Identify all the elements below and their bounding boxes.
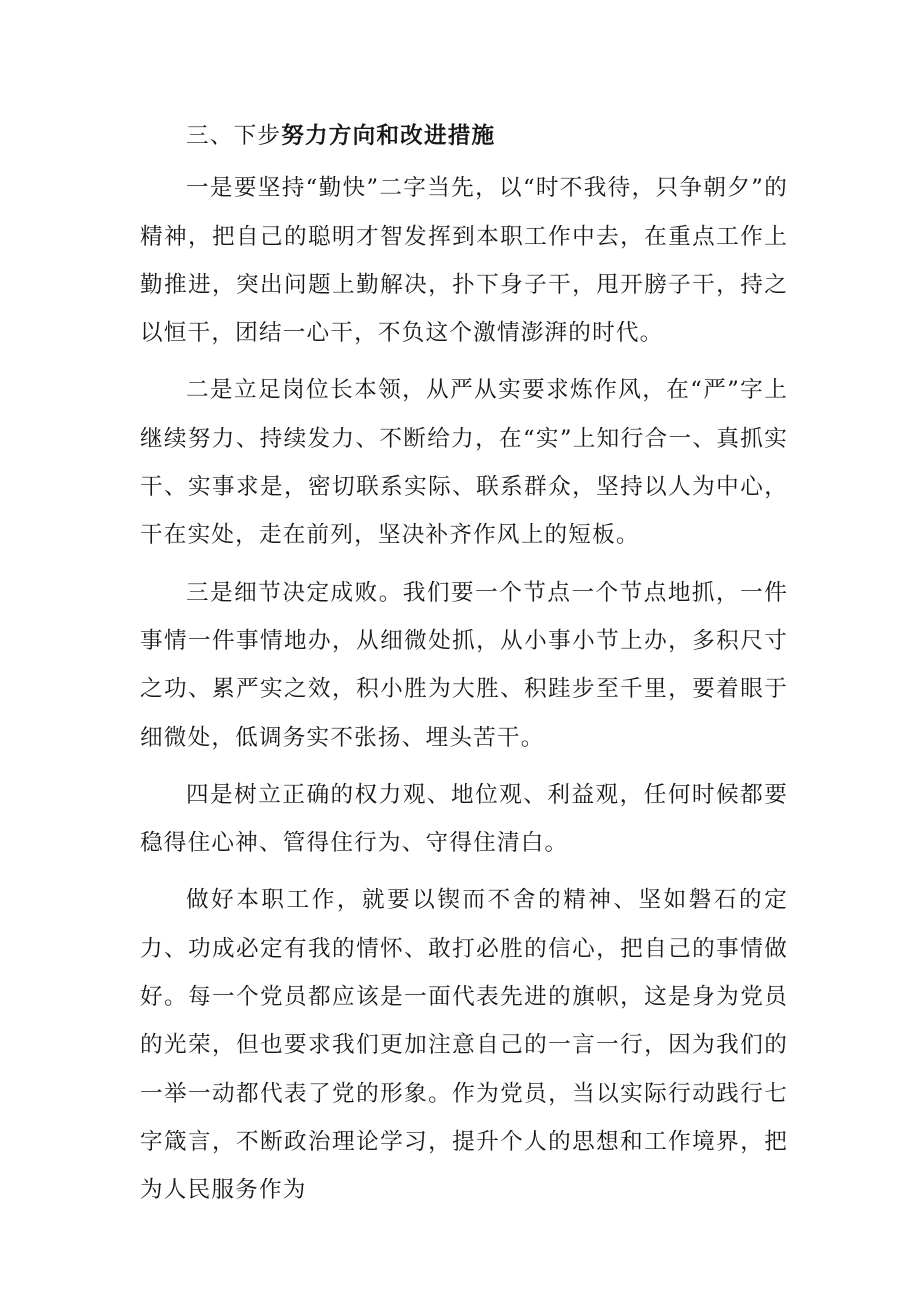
section-heading-prefix: 三、下步	[186, 123, 282, 149]
paragraph-measure-2: 二是立足岗位长本领，从严从实要求炼作风，在“严”字上继续努力、持续发力、不断给力，在“实”上知行合一、真抓实干、实事求是，密切联系实际、联系群众，坚持以人为中心，干在实处，走在前列，坚决补齐作风上的短板。	[140, 377, 788, 549]
paragraph-measure-1: 一是要坚持“勤快”二字当先，以“时不我待，只争朝夕”的精神，把自己的聪明才智发挥到本职工作中去，在重点工作上勤推进，突出问题上勤解决，扑下身子干，甩开膀子干，持之以恒干，团结一心干，不负这个激情澎湃的时代。	[140, 175, 788, 347]
document-body	[140, 112, 788, 1224]
section-heading	[140, 112, 788, 160]
paragraph-measure-4: 四是树立正确的权力观、地位观、利益观，任何时候都要稳得住心神、管得住行为、守得住清白。	[140, 781, 788, 857]
paragraph-measure-3: 三是细节决定成败。我们要一个节点一个节点地抓，一件事情一件事情地办，从细微处抓，从小事小节上办，多积尺寸之功、累严实之效，积小胜为大胜、积跬步至千里，要着眼于细微处，低调务实不张扬、埋头苦干。	[140, 579, 788, 751]
paragraph-summary: 做好本职工作，就要以锲而不舍的精神、坚如磐石的定力、功成必定有我的情怀、敢打必胜的信心，把自己的事情做好。每一个党员都应该是一面代表先进的旗帜，这是身为党员的光荣，但也要求我们更加注意自己的一言一行，因为我们的一举一动都代表了党的形象。作为党员，当以实际行动践行七字箴言，不断政治理论学习，提升个人的思想和工作境界，把为人民服务作为	[140, 887, 788, 1204]
section-heading-bold: 努力方向和改进措施	[281, 123, 496, 149]
